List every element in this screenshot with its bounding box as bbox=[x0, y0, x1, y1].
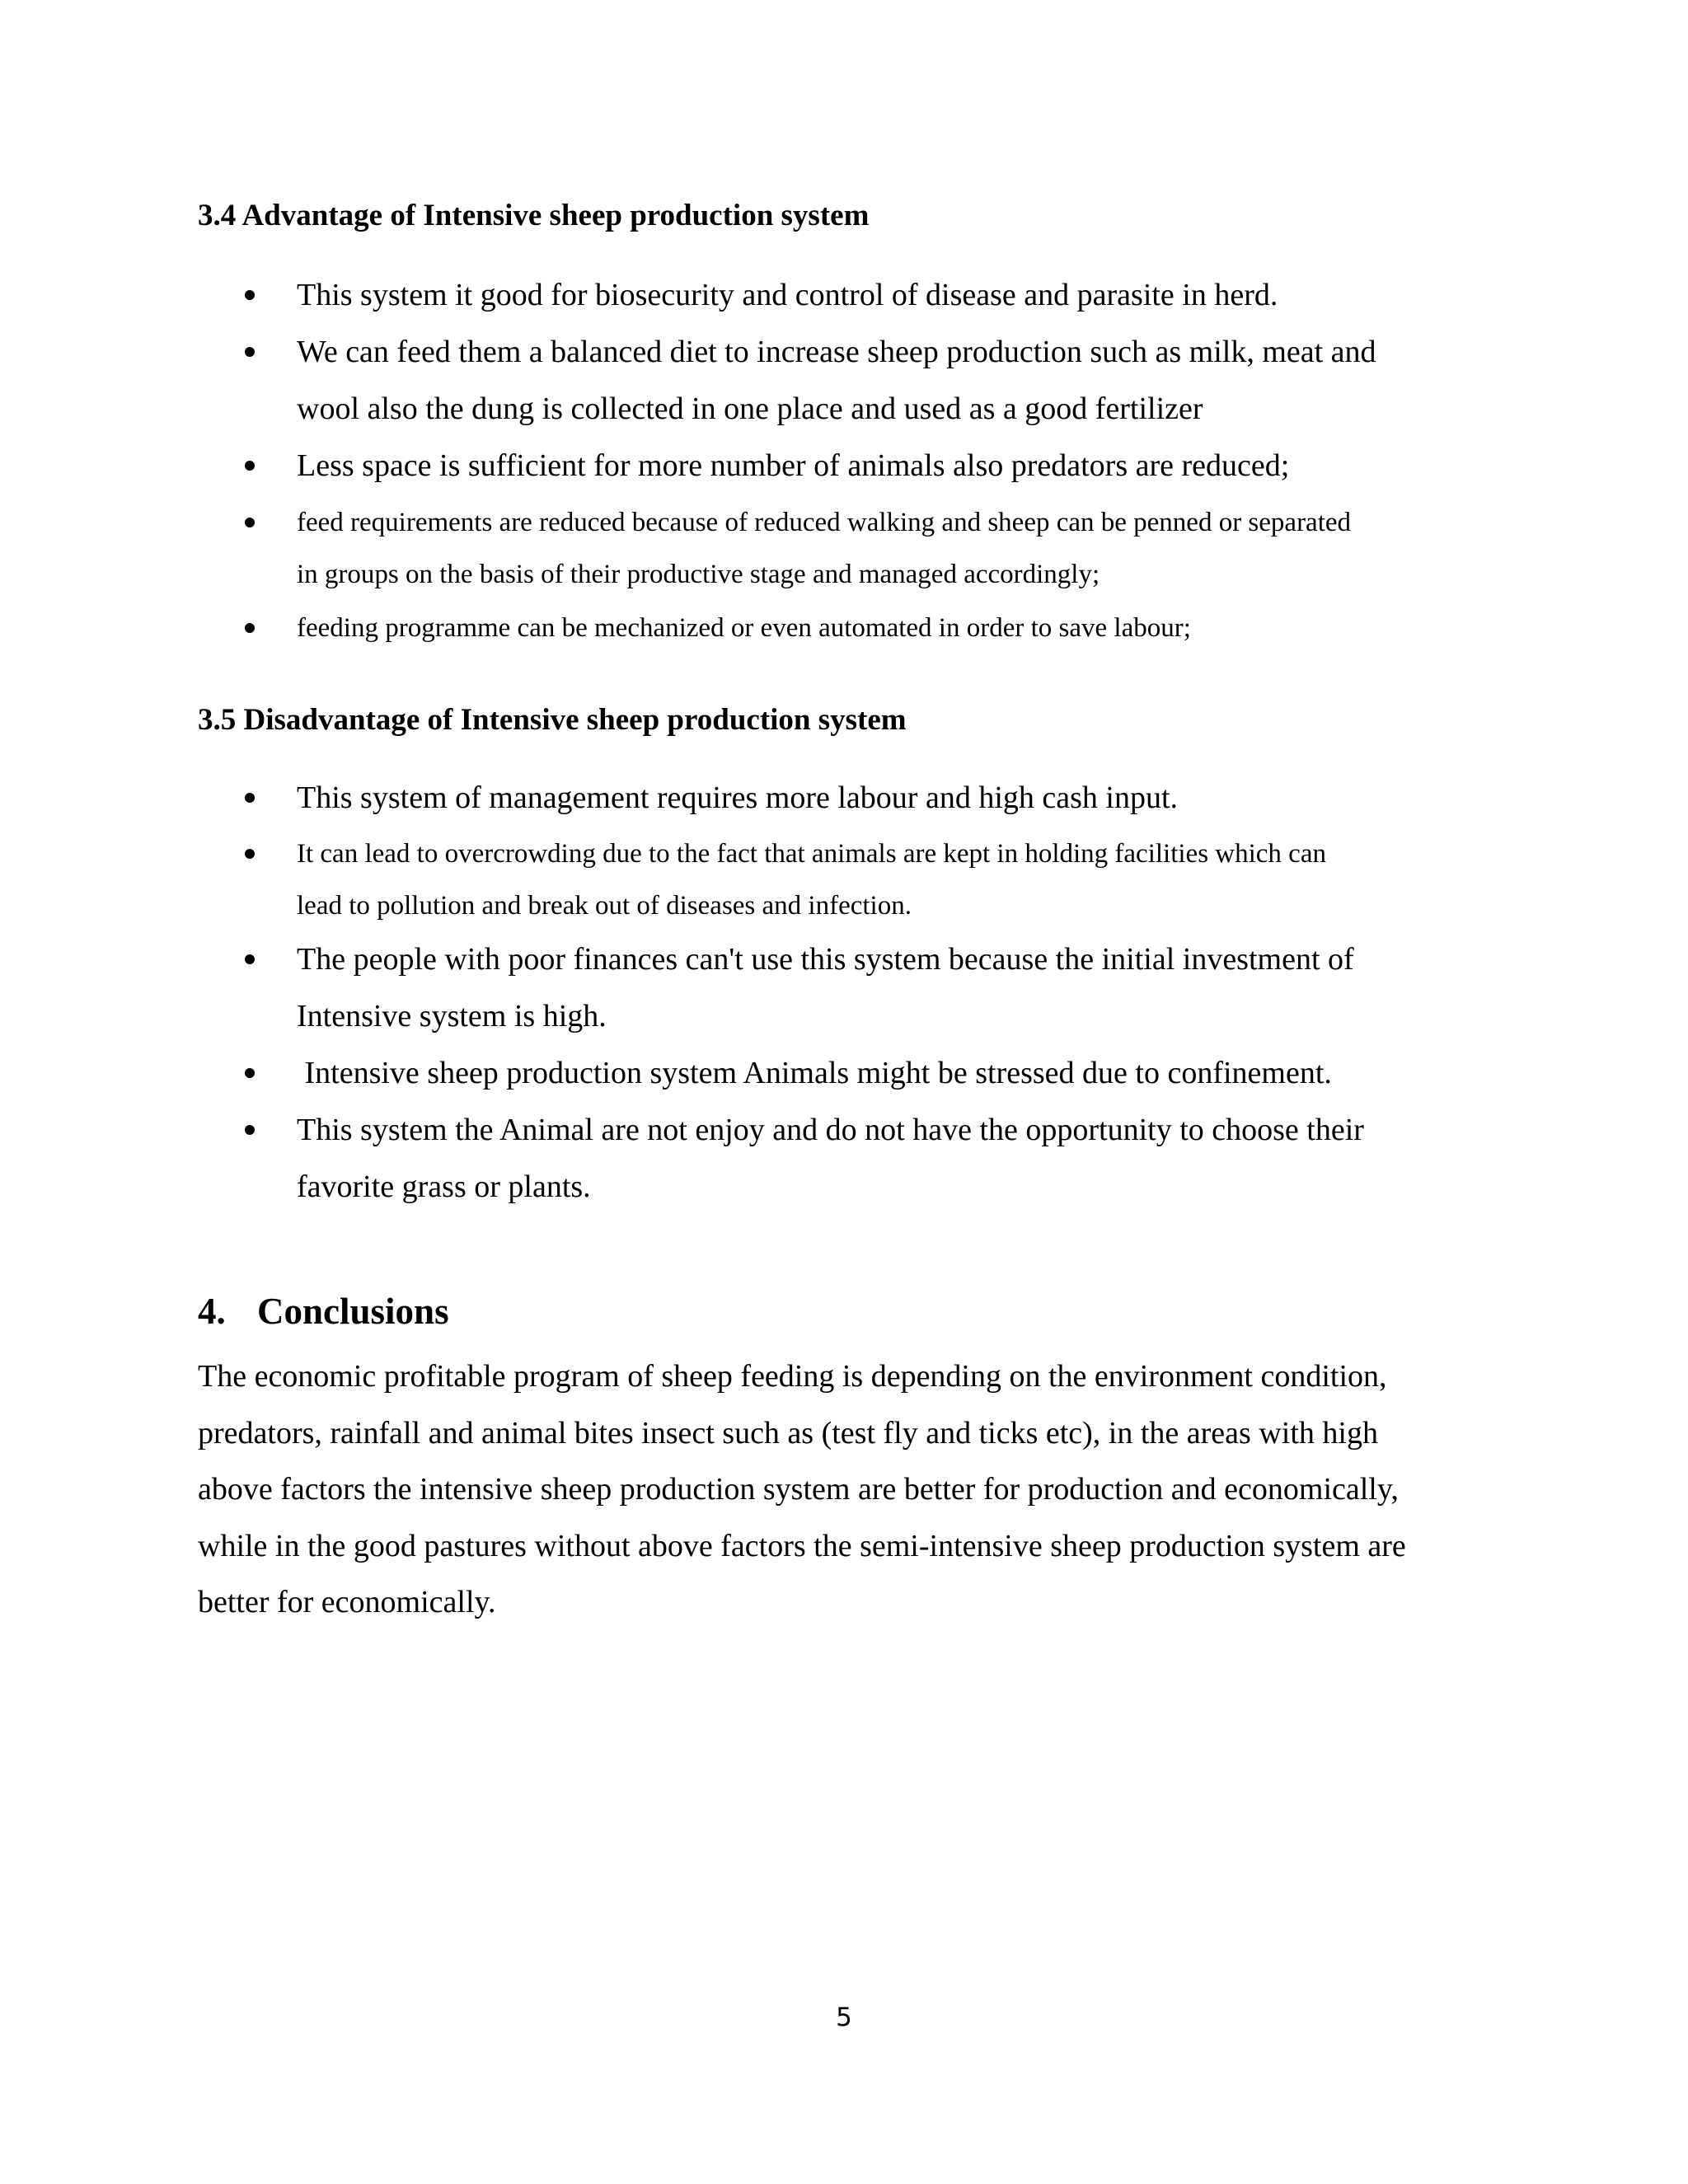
list-item: Less space is sufficient for more number of animals also predators are reduced; bbox=[297, 448, 1290, 483]
bullet-dot-icon bbox=[245, 290, 255, 300]
paragraph-line: The economic profitable program of sheep feeding is depending on the environment condition, bbox=[198, 1359, 1387, 1394]
bullet-dot-icon bbox=[245, 518, 255, 527]
bullet-dot-icon bbox=[245, 849, 255, 859]
paragraph-line: above factors the intensive sheep production system are better for production and economically, bbox=[198, 1472, 1399, 1507]
page-number: 5 bbox=[836, 2003, 852, 2032]
list-item: Intensive sheep production system Animals might be stressed due to confinement. bbox=[297, 1056, 1332, 1090]
conclusions-title: Conclusions bbox=[257, 1291, 449, 1332]
bullet-dot-icon bbox=[245, 1068, 255, 1078]
list-item: feed requirements are reduced because of reduced walking and sheep can be penned or separated bbox=[297, 508, 1352, 537]
list-item-continuation: favorite grass or plants. bbox=[297, 1169, 591, 1204]
list-item: This system the Animal are not enjoy and do not have the opportunity to choose their bbox=[297, 1113, 1364, 1147]
list-item-continuation: in groups on the basis of their productive stage and managed accordingly; bbox=[297, 560, 1100, 589]
list-item-continuation: Intensive system is high. bbox=[297, 999, 607, 1033]
list-item: feeding programme can be mechanized or even automated in order to save labour; bbox=[297, 613, 1191, 643]
bullet-dot-icon bbox=[245, 347, 255, 357]
conclusions-paragraph bbox=[198, 1348, 1517, 1631]
bullet-dot-icon bbox=[245, 793, 255, 803]
section-3-5-heading: 3.5 Disadvantage of Intensive sheep production system bbox=[198, 703, 907, 737]
paragraph-line: better for economically. bbox=[198, 1585, 496, 1619]
list-item: We can feed them a balanced diet to increase sheep production such as milk, meat and bbox=[297, 335, 1376, 369]
list-item: This system it good for biosecurity and control of disease and parasite in herd. bbox=[297, 278, 1278, 312]
bullet-dot-icon bbox=[245, 954, 255, 964]
list-item: The people with poor finances can't use this system because the initial investment of bbox=[297, 942, 1354, 977]
bullet-dot-icon bbox=[245, 1125, 255, 1135]
conclusions-section-number: 4. bbox=[198, 1291, 226, 1332]
conclusions-heading bbox=[198, 1288, 449, 1334]
list-item-continuation: lead to pollution and break out of diseases and infection. bbox=[297, 891, 912, 921]
list-item-continuation: wool also the dung is collected in one place and used as a good fertilizer bbox=[297, 391, 1203, 426]
section-3-4-heading: 3.4 Advantage of Intensive sheep production system bbox=[198, 199, 870, 232]
bullet-dot-icon bbox=[245, 461, 255, 471]
list-item: It can lead to overcrowding due to the fact that animals are kept in holding facilities which can bbox=[297, 839, 1326, 869]
paragraph-line: predators, rainfall and animal bites insect such as (test fly and ticks etc), in the areas with high bbox=[198, 1415, 1378, 1451]
bullet-dot-icon bbox=[245, 623, 255, 633]
paragraph-line: while in the good pastures without above factors the semi-intensive sheep production system are bbox=[198, 1528, 1406, 1563]
list-item: This system of management requires more labour and high cash input. bbox=[297, 780, 1179, 815]
